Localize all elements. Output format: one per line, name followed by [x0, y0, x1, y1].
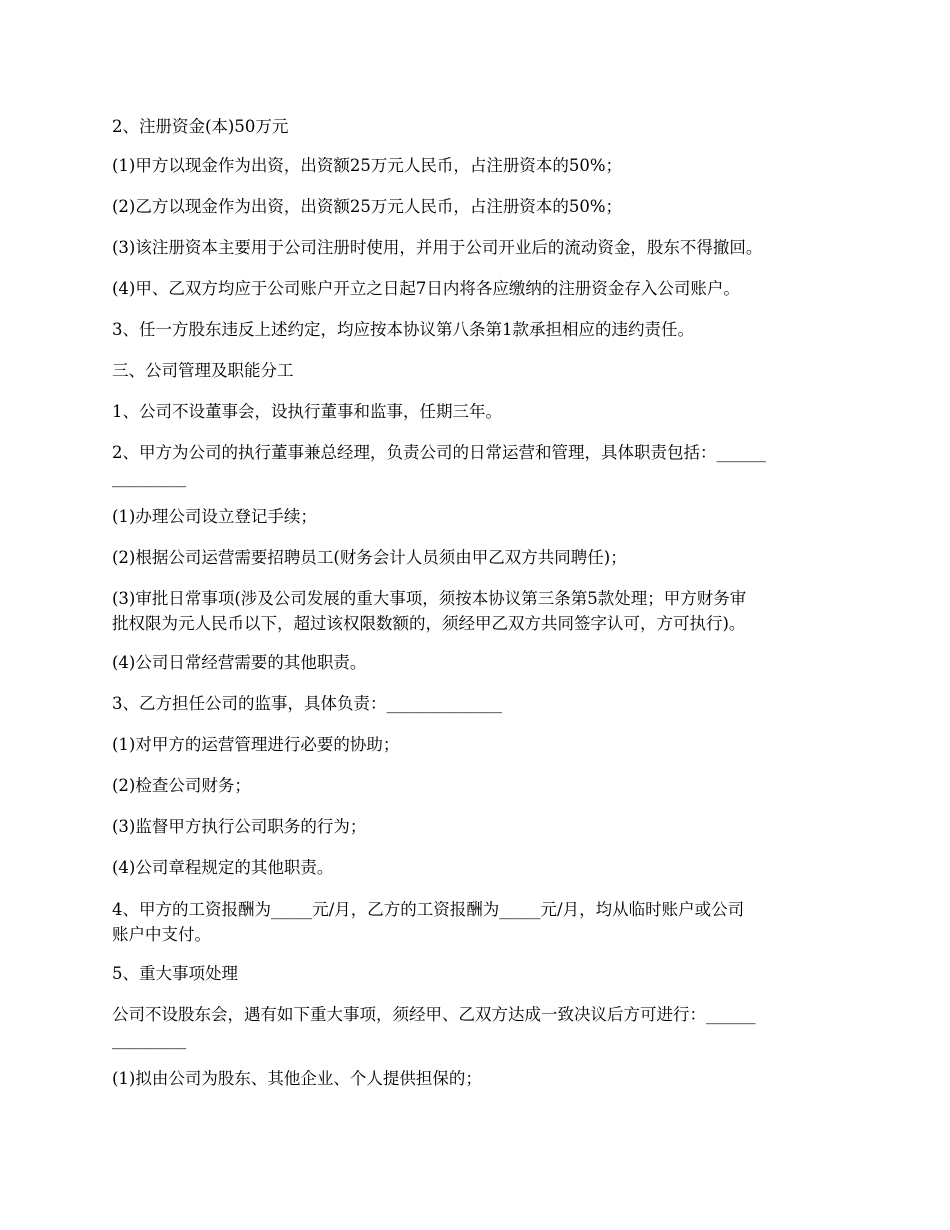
list-item-assist: (1)对甲方的运营管理进行必要的协助； — [112, 735, 400, 754]
paragraph-registered-capital: 2、注册资金(本)50万元 — [112, 117, 289, 136]
paragraph-major-matters-blank: _________ — [112, 1030, 187, 1049]
list-item-approval-line2: 批权限为元人民币以下，超过该权限数额的，须经甲乙双方共同签字认可，方可执行)。 — [112, 614, 746, 633]
list-item-supervise: (3)监督甲方执行公司职务的行为； — [112, 817, 367, 836]
paragraph-no-board: 1、公司不设董事会，设执行董事和监事，任期三年。 — [112, 402, 502, 421]
paragraph-party-b-contribution: (2)乙方以现金作为出资，出资额25万元人民币，占注册资本的50%； — [112, 197, 623, 216]
list-item-recruitment: (2)根据公司运营需要招聘员工(财务会计人员须由甲乙双方共同聘任)； — [112, 548, 627, 567]
paragraph-supervisor: 3、乙方担任公司的监事，具体负责：______________ — [112, 694, 502, 713]
paragraph-executive-director-blank: _________ — [112, 468, 187, 487]
paragraph-capital-usage: (3)该注册资本主要用于公司注册时使用，并用于公司开业后的流动资金，股东不得撤回。 — [112, 238, 763, 257]
list-item-other-duties: (4)公司日常经营需要的其他职责。 — [112, 653, 367, 672]
paragraph-party-a-contribution: (1)甲方以现金作为出资，出资额25万元人民币，占注册资本的50%； — [112, 156, 623, 175]
list-item-registration: (1)办理公司设立登记手续； — [112, 507, 317, 526]
section-heading-management: 三、公司管理及职能分工 — [112, 361, 294, 380]
paragraph-salary-line2: 账户中支付。 — [112, 925, 211, 944]
list-item-approval-line1: (3)审批日常事项(涉及公司发展的重大事项，须按本协议第三条第5款处理；甲方财务审 — [112, 589, 747, 608]
paragraph-breach-liability: 3、任一方股东违反上述约定，均应按本协议第八条第1款承担相应的违约责任。 — [112, 320, 694, 339]
list-item-guarantee: (1)拟由公司为股东、其他企业、个人提供担保的； — [112, 1069, 482, 1088]
list-item-articles-duties: (4)公司章程规定的其他职责。 — [112, 858, 334, 877]
paragraph-executive-director: 2、甲方为公司的执行董事兼总经理，负责公司的日常运营和管理，具体职责包括：______ — [112, 443, 766, 462]
paragraph-major-matters-heading: 5、重大事项处理 — [112, 964, 238, 983]
list-item-inspect-finance: (2)检查公司财务； — [112, 776, 251, 795]
paragraph-salary-line1: 4、甲方的工资报酬为_____元/月，乙方的工资报酬为_____元/月，均从临时账户或公司 — [112, 900, 745, 919]
paragraph-capital-deposit: (4)甲、乙双方均应于公司账户开立之日起7日内将各应缴纳的注册资金存入公司账户。 — [112, 279, 740, 298]
paragraph-major-matters: 公司不设股东会，遇有如下重大事项，须经甲、乙双方达成一致决议后方可进行：______ — [112, 1005, 756, 1024]
